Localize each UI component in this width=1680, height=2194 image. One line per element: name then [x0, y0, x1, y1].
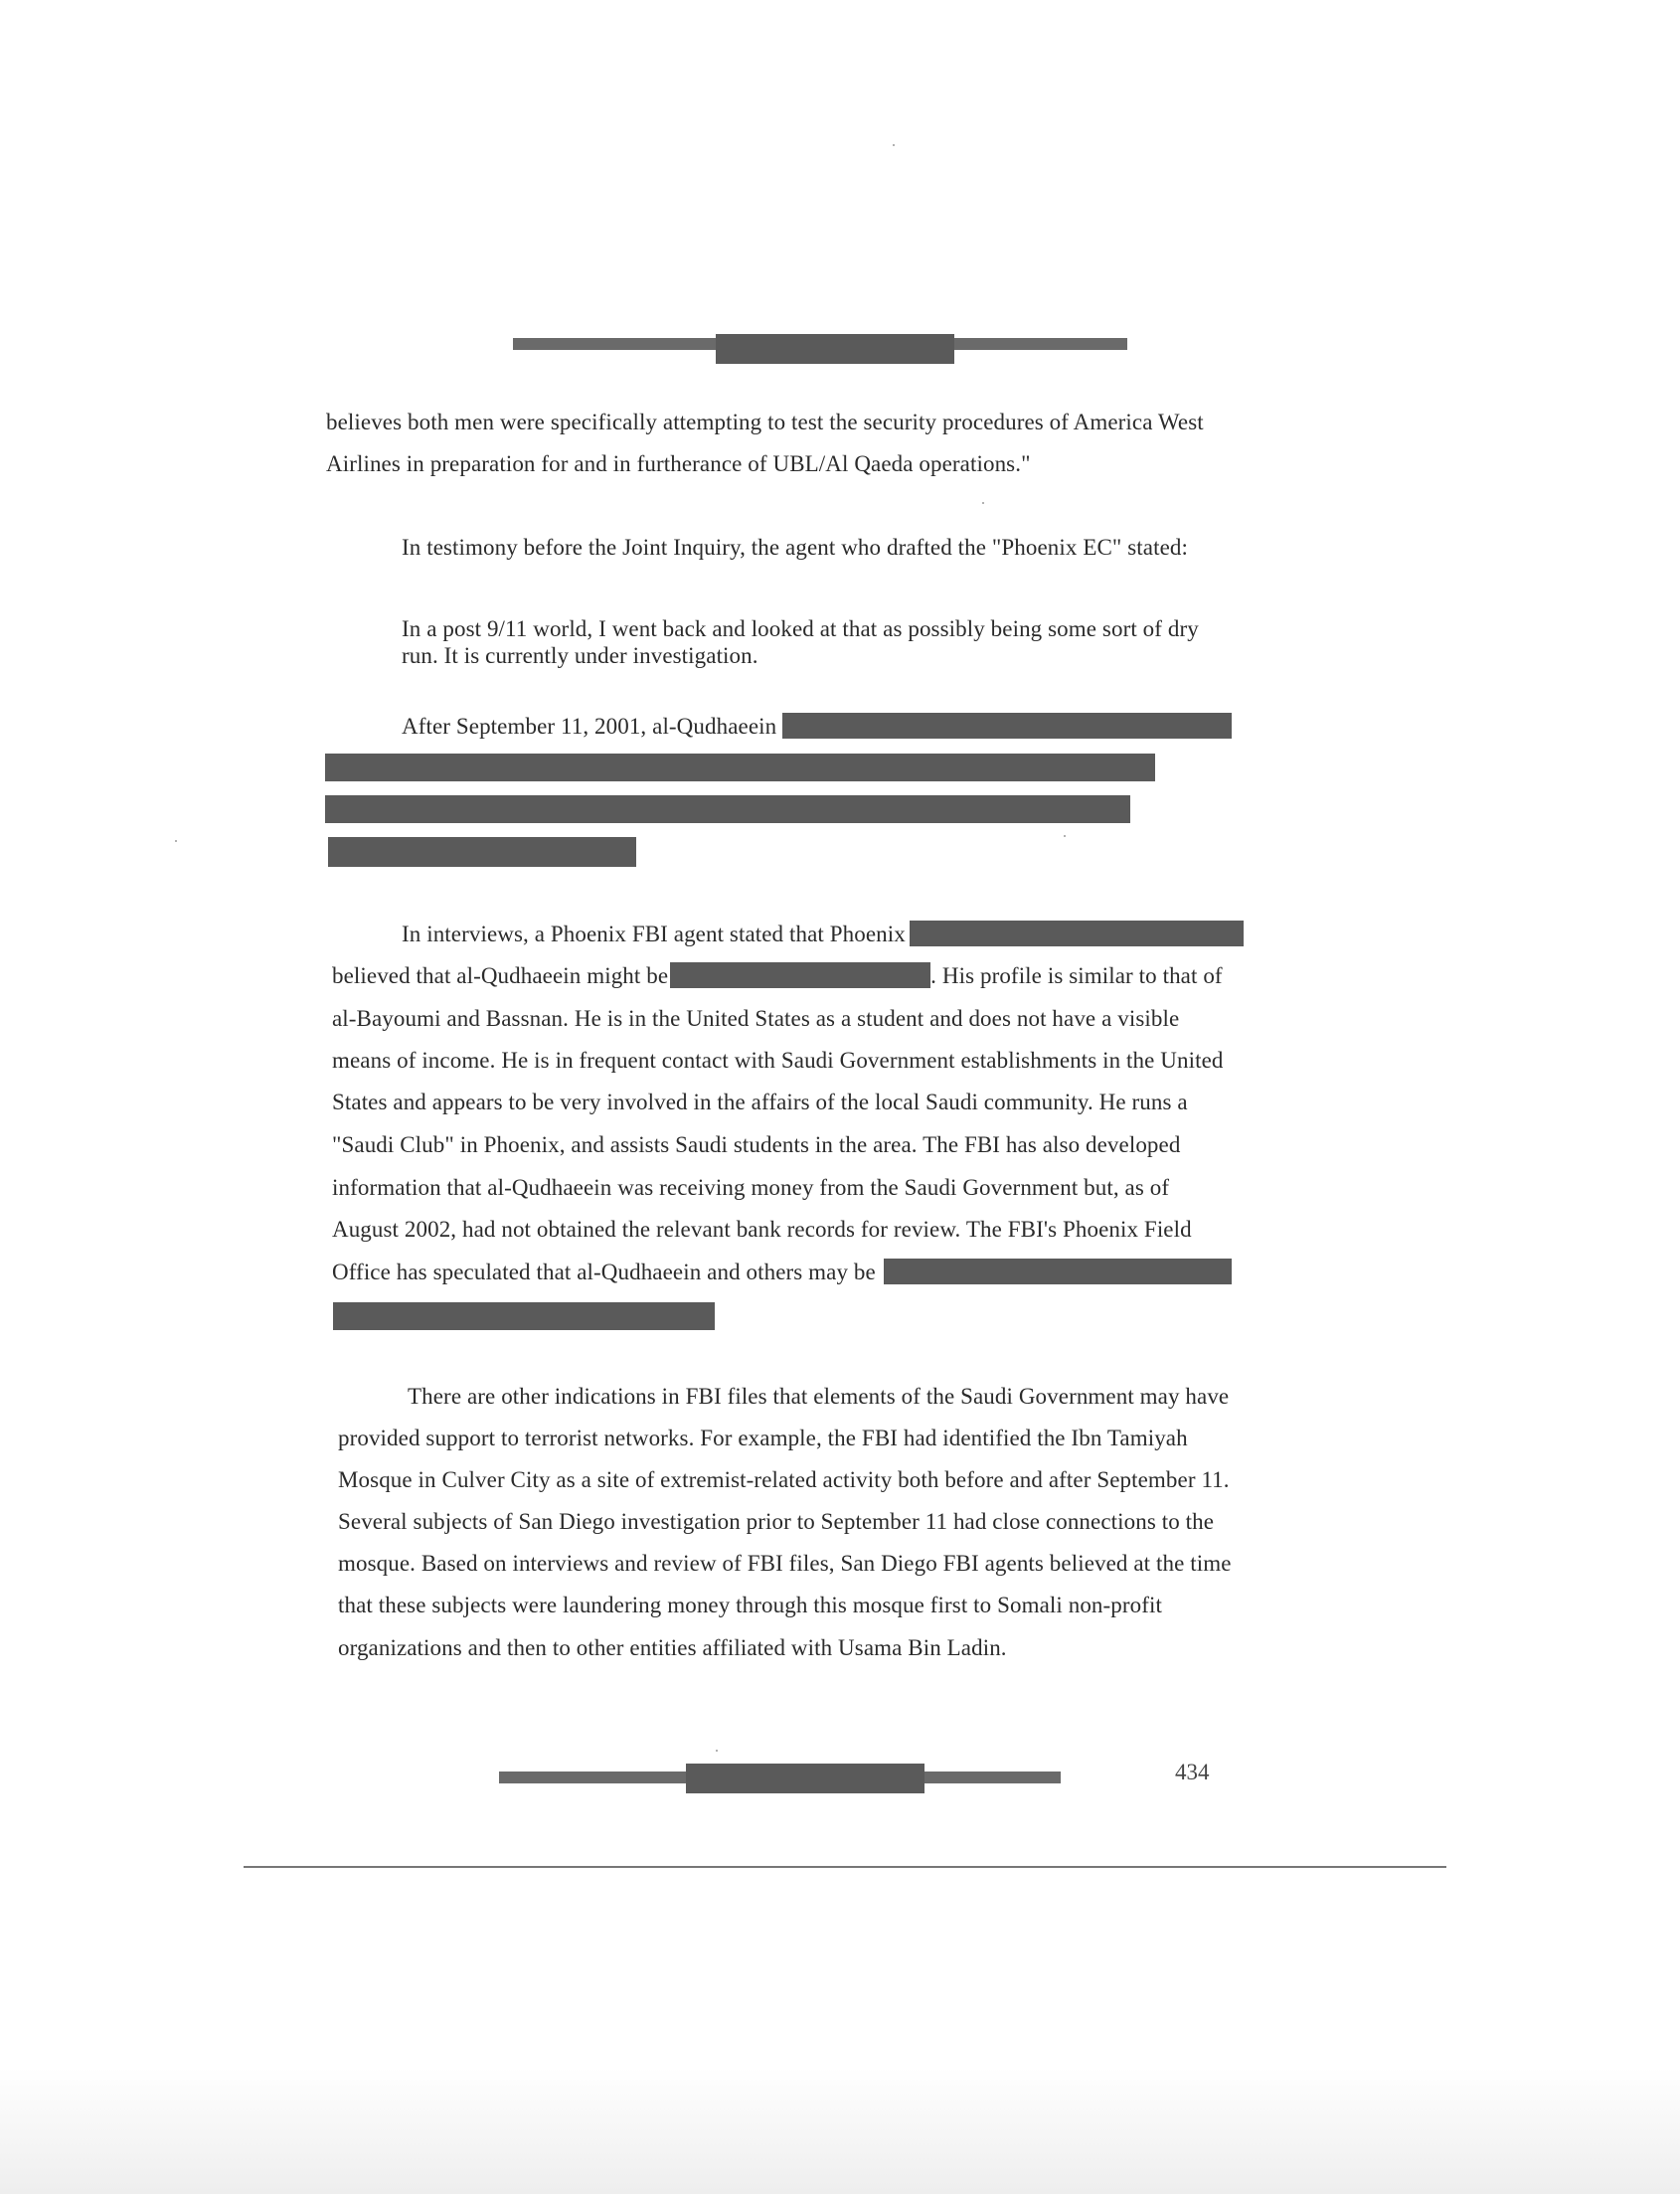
- quote-line-1: In a post 9/11 world, I went back and looked at that as possibly being some sort of dry: [402, 616, 1199, 641]
- redaction-block: [325, 754, 1155, 781]
- paragraph-4-line-8: August 2002, had not obtained the relevant bank records for review. The FBI's Phoenix Field: [332, 1217, 1192, 1242]
- scan-speck: [716, 1750, 718, 1752]
- bottom-rule: [244, 1866, 1446, 1868]
- redaction-block: [884, 1259, 1232, 1284]
- paragraph-4-line-6: "Saudi Club" in Phoenix, and assists Saudi students in the area. The FBI has also developed: [332, 1132, 1181, 1157]
- paragraph-4-line-5: States and appears to be very involved in the affairs of the local Saudi community. He runs a: [332, 1090, 1188, 1114]
- paragraph-5-line-7: organizations and then to other entities affiliated with Usama Bin Ladin.: [338, 1635, 1007, 1660]
- paragraph-2-line-1: In testimony before the Joint Inquiry, the agent who drafted the "Phoenix EC" stated:: [402, 535, 1188, 560]
- paragraph-4-line-7: information that al-Qudhaeein was receiving money from the Saudi Government but, as of: [332, 1175, 1170, 1200]
- paragraph-3-line-1: [402, 712, 1232, 742]
- paragraph-4-line-4: means of income. He is in frequent contact with Saudi Government establishments in the United: [332, 1048, 1224, 1073]
- redaction-block: [333, 1302, 715, 1330]
- paragraph-5-line-1: There are other indications in FBI files that elements of the Saudi Government may have: [408, 1384, 1230, 1409]
- paragraph-5-line-3: Mosque in Culver City as a site of extremist-related activity both before and after September 11.: [338, 1467, 1230, 1492]
- redaction-block: [325, 795, 1130, 823]
- paragraph-4-text: believed that al-Qudhaeein might be: [332, 963, 669, 988]
- scan-speck: [175, 840, 177, 842]
- page-number: 434: [1175, 1760, 1210, 1784]
- bottom-banner-redaction: [686, 1764, 924, 1793]
- redaction-block: [782, 713, 1232, 739]
- quote-line-2: run. It is currently under investigation.: [402, 643, 758, 668]
- paragraph-4-line-3: al-Bayoumi and Bassnan. He is in the United States as a student and does not have a visible: [332, 1006, 1180, 1031]
- paragraph-1-line-1: believes both men were specifically attempting to test the security procedures of America West: [326, 410, 1204, 434]
- paragraph-5-line-2: provided support to terrorist networks. For example, the FBI had identified the Ibn Tamiyah: [338, 1426, 1188, 1450]
- paragraph-4-text: In interviews, a Phoenix FBI agent stated that Phoenix: [402, 922, 906, 946]
- paragraph-1-line-2: Airlines in preparation for and in furtherance of UBL/Al Qaeda operations.": [326, 451, 1031, 476]
- scan-speck: [1064, 835, 1066, 837]
- paragraph-4-line-2: [332, 961, 1223, 991]
- paragraph-3-text: After September 11, 2001, al-Qudhaeein: [402, 714, 777, 739]
- paragraph-5-line-4: Several subjects of San Diego investigation prior to September 11 had close connections to the: [338, 1509, 1215, 1534]
- scan-shadow: [0, 2068, 1680, 2194]
- paragraph-5-line-6: that these subjects were laundering money through this mosque first to Somali non-profit: [338, 1593, 1162, 1617]
- scan-speck: [893, 144, 895, 146]
- scan-speck: [982, 502, 984, 504]
- top-banner-redaction: [716, 334, 954, 364]
- paragraph-4-line-1: [402, 920, 1244, 949]
- paragraph-4-line-9: [332, 1258, 1232, 1287]
- redaction-block: [910, 921, 1244, 946]
- paragraph-4-text: . His profile is similar to that of: [930, 963, 1223, 988]
- redaction-block: [670, 962, 930, 988]
- redaction-block: [328, 837, 636, 867]
- paragraph-4-text: Office has speculated that al-Qudhaeein and others may be: [332, 1260, 876, 1284]
- paragraph-5-line-5: mosque. Based on interviews and review of FBI files, San Diego FBI agents believed at the time: [338, 1551, 1232, 1576]
